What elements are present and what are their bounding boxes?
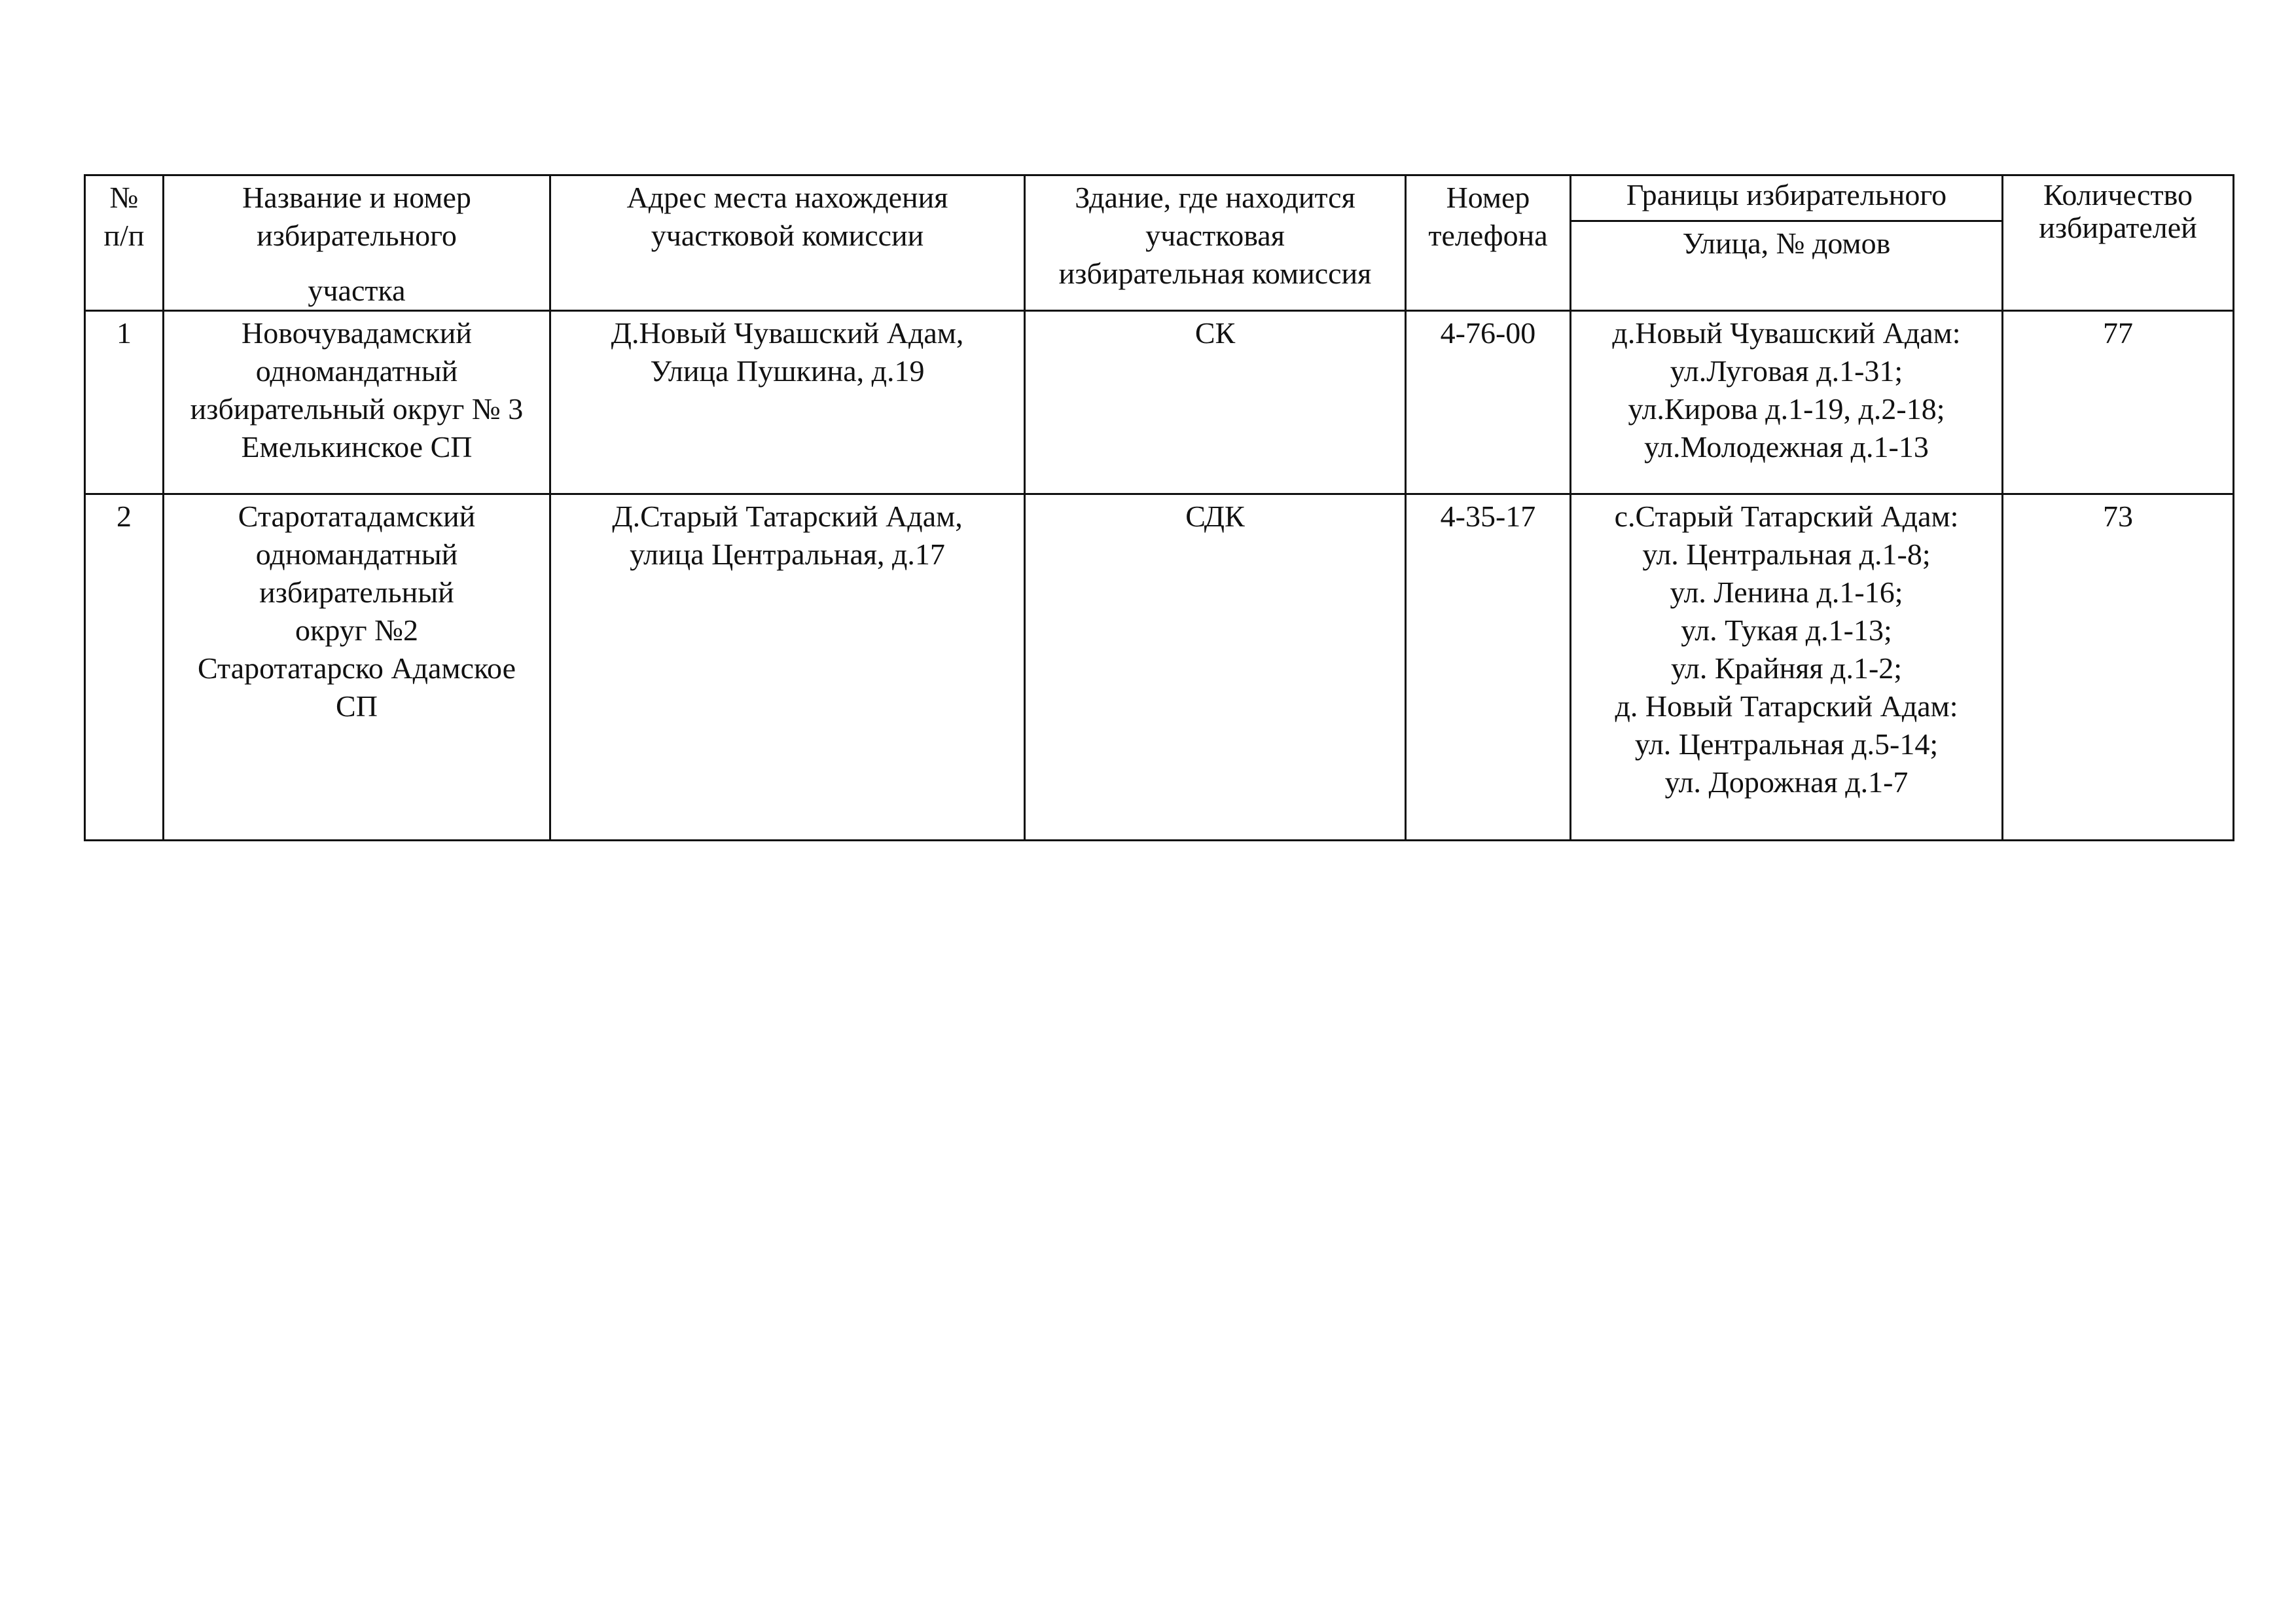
- table-header-row: [85, 175, 2234, 221]
- precinct-name-line: Старотатадамский: [238, 500, 476, 533]
- bounds-line: ул. Центральная д.5-14;: [1634, 727, 1939, 761]
- bounds-cell: [1571, 311, 2003, 494]
- row-number: 1: [85, 311, 164, 494]
- header-count-line-2: избирателей: [2039, 211, 2197, 244]
- header-precinct-name-line-3: участка: [308, 274, 406, 307]
- header-address-line-1: Адрес места нахождения: [626, 181, 948, 214]
- address-line: Д.Новый Чувашский Адам,: [611, 316, 964, 350]
- header-number: [85, 175, 164, 311]
- bounds-line: ул. Тукая д.1-13;: [1681, 613, 1892, 647]
- header-phone: [1406, 175, 1571, 311]
- bounds-line: д.Новый Чувашский Адам:: [1612, 316, 1961, 350]
- header-number-line-1: №: [109, 181, 139, 214]
- header-streets-houses: Улица, № домов: [1571, 221, 2003, 310]
- polling-stations-table: [84, 174, 2234, 841]
- header-precinct-name-line-1: Название и номер: [242, 181, 471, 214]
- header-building-line-3: избирательная комиссия: [1058, 257, 1372, 290]
- header-building: [1025, 175, 1406, 311]
- bounds-line: ул. Крайняя д.1-2;: [1670, 651, 1903, 685]
- bounds-line: ул.Молодежная д.1-13: [1644, 430, 1929, 464]
- table-row: [85, 494, 2234, 841]
- header-precinct-name-line-2: избирательного: [257, 219, 457, 252]
- building-cell: СДК: [1025, 494, 1406, 841]
- bounds-line: ул.Кирова д.1-19, д.2-18;: [1628, 392, 1945, 426]
- phone-cell: 4-76-00: [1406, 311, 1571, 494]
- header-building-line-2: участковая: [1145, 219, 1285, 252]
- address-line: Д.Старый Татарский Адам,: [612, 500, 963, 533]
- header-number-line-2: п/п: [103, 219, 145, 252]
- precinct-name-line: СП: [336, 689, 378, 723]
- address-line: улица Центральная, д.17: [630, 538, 945, 571]
- precinct-name-line: округ №2: [295, 613, 418, 647]
- bounds-line: д. Новый Татарский Адам:: [1615, 689, 1958, 723]
- address-cell: [550, 311, 1025, 494]
- header-phone-line-1: Номер: [1446, 181, 1530, 214]
- precinct-name-line: Емелькинское СП: [241, 430, 473, 464]
- precinct-name-line: Старотатарско Адамское: [197, 651, 516, 685]
- header-building-line-1: Здание, где находится: [1075, 181, 1355, 214]
- header-phone-line-2: телефона: [1428, 219, 1548, 252]
- header-precinct-name: [164, 175, 550, 311]
- row-number: 2: [85, 494, 164, 841]
- bounds-cell: [1571, 494, 2003, 841]
- building-cell: СК: [1025, 311, 1406, 494]
- precinct-name-cell: [164, 311, 550, 494]
- precinct-name-line: избирательный округ № 3: [190, 392, 524, 426]
- precinct-name-line: Новочувадамский: [241, 316, 473, 350]
- header-bounds-title: Границы избирательного: [1571, 175, 2003, 221]
- precinct-name-line: избирательный: [259, 575, 454, 609]
- address-cell: [550, 494, 1025, 841]
- bounds-line: ул. Ленина д.1-16;: [1670, 575, 1903, 609]
- header-commission-address: [550, 175, 1025, 311]
- header-address-line-2: участковой комиссии: [651, 219, 924, 252]
- header-count-line-1: Количество: [2043, 178, 2193, 211]
- precinct-name-line: одномандатный: [255, 354, 458, 388]
- table-row: [85, 311, 2234, 494]
- bounds-line: ул.Луговая д.1-31;: [1670, 354, 1903, 388]
- bounds-line: ул. Центральная д.1-8;: [1642, 538, 1931, 571]
- voter-count-cell: 77: [2003, 311, 2234, 494]
- bounds-line: с.Старый Татарский Адам:: [1614, 500, 1959, 533]
- bounds-line: ул. Дорожная д.1-7: [1664, 765, 1909, 799]
- address-line: Улица Пушкина, д.19: [650, 354, 925, 388]
- phone-cell: 4-35-17: [1406, 494, 1571, 841]
- precinct-name-line: одномандатный: [255, 538, 458, 571]
- precinct-name-cell: [164, 494, 550, 841]
- voter-count-cell: 73: [2003, 494, 2234, 841]
- header-voter-count: [2003, 175, 2234, 311]
